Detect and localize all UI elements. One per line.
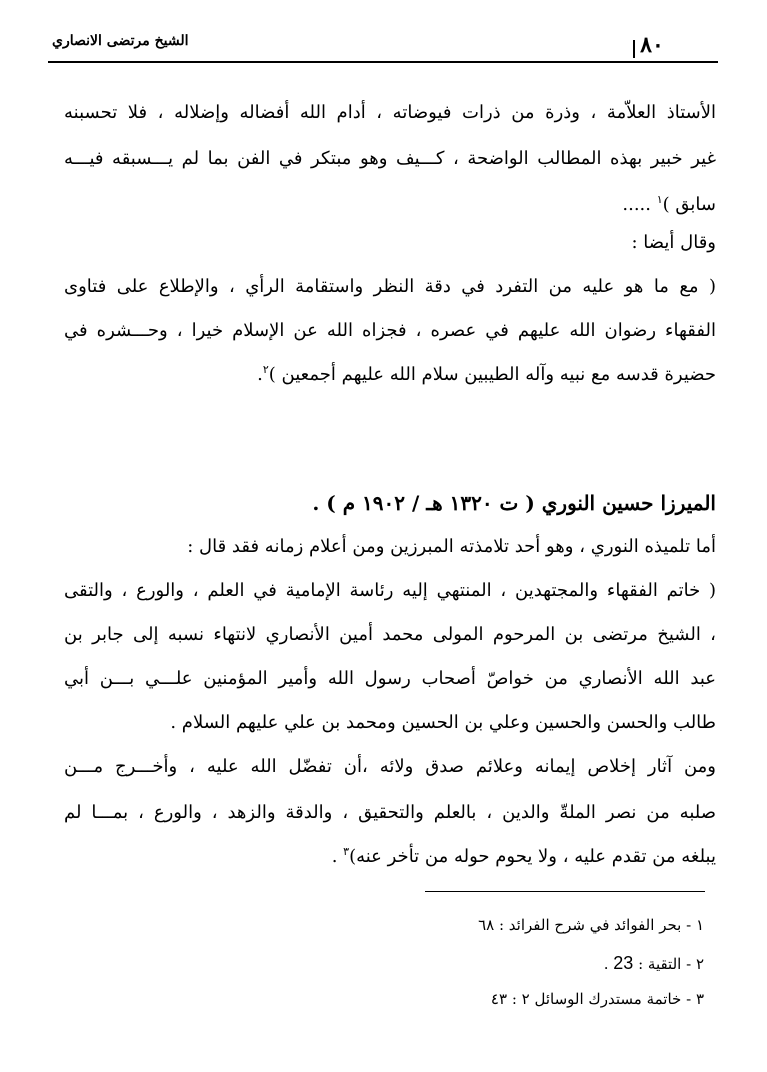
footnote-text: . xyxy=(603,955,614,973)
body-line: وقال أيضا : xyxy=(631,232,716,253)
body-text: يبلغه من تقدم عليه ، ولا يحوم حوله من تأخر عنه) xyxy=(349,846,716,867)
footnote xyxy=(300,950,704,977)
body-line: عبد الله الأنصاري من خواصّ أصحاب رسول الله وأمير المؤمنين علـــي بـــن أبي xyxy=(64,668,716,689)
footnote-text: ٢ - التقية : xyxy=(633,955,704,973)
body-line: ( خاتم الفقهاء والمجتهدين ، المنتهي إليه رئاسة الإمامية في العلم ، والورع ، والتقى xyxy=(64,580,717,601)
body-line xyxy=(64,188,716,222)
body-line: ، الشيخ مرتضى بن المرحوم المولى محمد أمين الأنصاري لانتهاء نسبه إلى جابر بن xyxy=(64,624,716,645)
header-tick xyxy=(633,40,635,58)
footnote-ref: ٢ xyxy=(262,363,269,376)
body-line: الأستاذ العلاّمة ، وذرة من ذرات فيوضاته ، أدام الله أفضاله وإضلاله ، فلا تحسبنه xyxy=(64,102,716,123)
body-line: ومن آثار إخلاص إيمانه وعلائم صدق ولائه ،أن تفضّل الله عليه ، وأخـــرج مـــن xyxy=(64,756,716,777)
footnote-rule xyxy=(425,891,705,892)
footnote: ١ - بحر الفوائد في شرح الفرائد : ٦٨ xyxy=(478,916,704,934)
body-line: ( مع ما هو عليه من التفرد في دقة النظر واستقامة الرأي ، والإطلاع على فتاوى xyxy=(64,276,716,297)
body-text: . xyxy=(331,846,344,867)
body-text: حضيرة قدسه مع نبيه وآله الطيبين سلام الله عليهم أجمعين ) xyxy=(268,364,716,385)
body-line: صلبه من نصر الملةّ والدين ، بالعلم والتحقيق ، والدقة والزهد ، والورع ، بمـــا لم xyxy=(64,802,716,823)
body-line: أما تلميذه النوري ، وهو أحد تلامذته المبرزين ومن أعلام زمانه فقد قال : xyxy=(187,536,716,557)
footnote-ref: ٣ xyxy=(343,845,350,858)
section-heading: الميرزا حسين النوري ( ت ١٣٢٠ هـ / ١٩٠٢ م ) . xyxy=(312,491,716,515)
body-text: ..... xyxy=(622,194,657,215)
body-line: غير خبير بهذه المطالب الواضحة ، كـــيف وهو مبتكر في الفن بما لم يـــسبقه فيـــه xyxy=(64,148,716,169)
body-text: . xyxy=(257,364,263,385)
body-line: الفقهاء رضوان الله عليهم في عصره ، فجزاه الله عن الإسلام خيرا ، وحـــشره في xyxy=(64,320,716,341)
footnote-ref: ١ xyxy=(656,193,663,206)
page-number: ٨٠ xyxy=(640,32,664,58)
body-text: سابق ) xyxy=(662,194,716,215)
body-line: طالب والحسن والحسين وعلي بن الحسين ومحمد بن علي عليهم السلام . xyxy=(170,712,716,733)
header-rule xyxy=(48,61,718,63)
body-line xyxy=(64,840,716,874)
body-line xyxy=(64,358,716,392)
running-title: الشيخ مرتضى الانصاري xyxy=(52,33,189,49)
footnote-page: 23 xyxy=(613,953,634,973)
footnote: ٣ - خاتمة مستدرك الوسائل ٢ : ٤٣ xyxy=(490,990,704,1008)
